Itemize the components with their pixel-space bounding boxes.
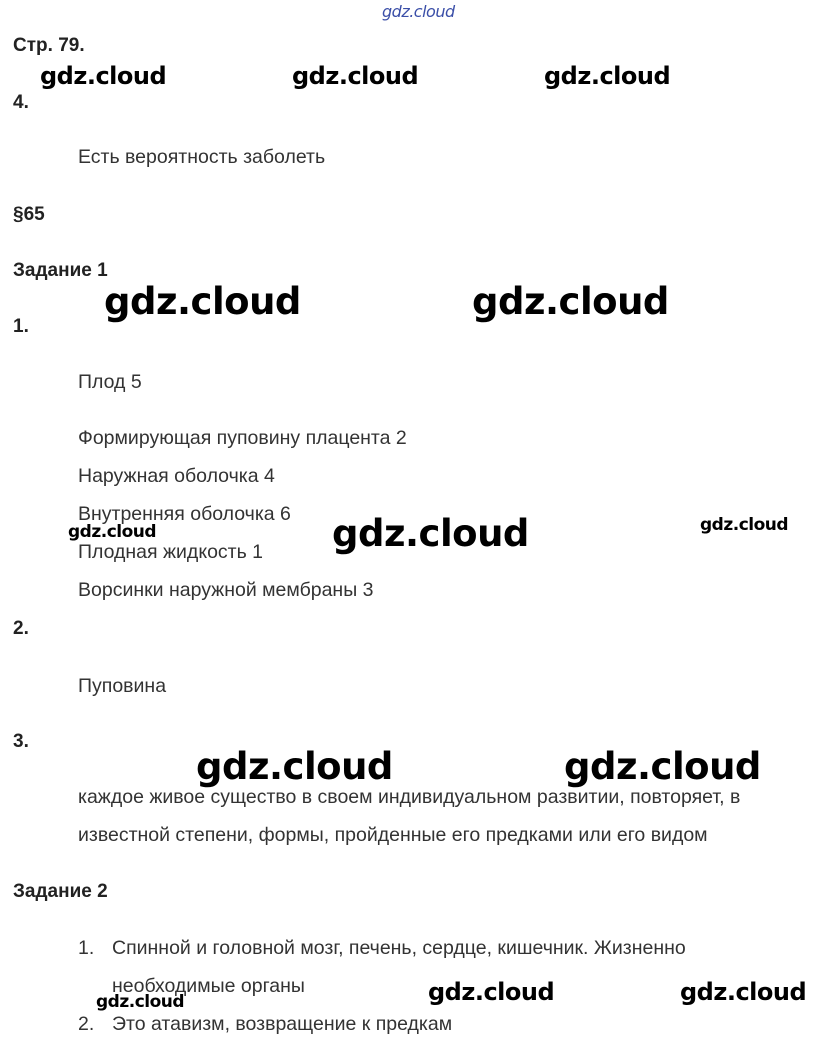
task-2-item-1-line-1: Спинной и головной мозг, печень, сердце, кишечник. Жизненно	[112, 937, 686, 959]
list-item: Плод 5	[78, 371, 142, 393]
task-2-item-2-line-1: Это атавизм, возвращение к предкам	[112, 1013, 453, 1035]
task-2-item-2	[78, 1013, 452, 1036]
list-item: Наружная оболочка 4	[78, 465, 275, 487]
task-2-item-1-line-2: необходимые органы	[112, 975, 305, 997]
task-1-question-1-number: 1.	[13, 316, 29, 337]
task-1-question-2-number: 2.	[13, 618, 29, 639]
task-2-item-1	[78, 937, 686, 960]
watermark-3: gdz.cloud	[544, 62, 671, 90]
list-item: Ворсинки наружной мембраны 3	[78, 579, 374, 601]
watermark-7: gdz.cloud	[332, 512, 529, 555]
section-number: §65	[13, 204, 45, 225]
question-4-number: 4.	[13, 92, 29, 113]
watermark-9: gdz.cloud	[196, 745, 393, 788]
task-2-title: Задание 2	[13, 881, 108, 902]
task-1-title: Задание 1	[13, 260, 108, 281]
page-reference: Стр. 79.	[13, 35, 85, 56]
task-1-question-2-answer: Пуповина	[78, 675, 167, 697]
list-item: Формирующая пуповину плацента 2	[78, 427, 407, 449]
watermark-13: gdz.cloud	[680, 978, 807, 1006]
watermark-10: gdz.cloud	[564, 745, 761, 788]
question-4-answer: Есть вероятность заболеть	[78, 146, 326, 168]
task-1-question-3-line-2: известной степени, формы, пройденные его предками или его видом	[78, 824, 708, 846]
watermark-top: gdz.cloud	[382, 2, 455, 21]
watermark-8: gdz.cloud	[700, 515, 789, 535]
watermark-11: gdz.cloud	[96, 992, 185, 1012]
list-item: Внутренняя оболочка 6	[78, 503, 291, 525]
watermark-4: gdz.cloud	[104, 280, 301, 323]
watermark-5: gdz.cloud	[472, 280, 669, 323]
watermark-6: gdz.cloud	[68, 522, 157, 542]
watermark-2: gdz.cloud	[292, 62, 419, 90]
watermark-1: gdz.cloud	[40, 62, 167, 90]
task-1-question-3-line-1: каждое живое существо в своем индивидуальном развитии, повторяет, в	[78, 786, 741, 808]
task-2-item-1-number: 1.	[78, 937, 95, 959]
task-1-question-3-number: 3.	[13, 731, 29, 752]
list-item: Плодная жидкость 1	[78, 541, 264, 563]
watermark-12: gdz.cloud	[428, 978, 555, 1006]
task-2-item-2-number: 2.	[78, 1013, 95, 1035]
